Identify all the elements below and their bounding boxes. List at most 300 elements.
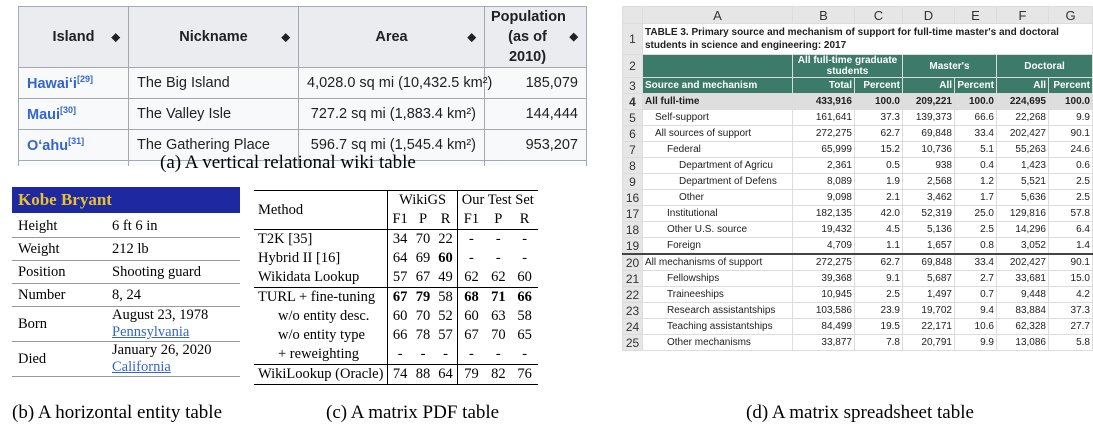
sheet-subheader[interactable]: Percent bbox=[955, 78, 997, 94]
pdf-subheader: F1 bbox=[388, 210, 412, 230]
row-number[interactable]: 1 bbox=[623, 24, 643, 55]
pdf-value-cell bbox=[511, 365, 537, 385]
sheet-value-cell[interactable]: 2.5 bbox=[1049, 190, 1093, 206]
sheet-value-cell[interactable]: 1.7 bbox=[955, 190, 997, 206]
sheet-value-cell[interactable]: 37.3 bbox=[855, 110, 903, 126]
infobox-value bbox=[106, 238, 240, 261]
sheet-value-cell[interactable]: 22,171 bbox=[903, 319, 955, 335]
sheet-value-cell[interactable]: 20,791 bbox=[903, 335, 955, 351]
pdf-value: 60 bbox=[392, 308, 408, 324]
pdf-value-cell bbox=[388, 288, 412, 308]
nickname-cell: The Gathering Place bbox=[129, 130, 299, 161]
sheet-value-cell[interactable]: 1.2 bbox=[955, 174, 997, 190]
sheet-value-cell[interactable]: 5,687 bbox=[903, 271, 955, 287]
pdf-method-cell: + reweighting bbox=[278, 346, 360, 362]
pdf-value: 70 bbox=[415, 308, 431, 324]
pdf-method-cell: Wikidata Lookup bbox=[258, 269, 360, 285]
sheet-label-cell[interactable]: Department of Agricu bbox=[643, 158, 793, 174]
pdf-value-cell bbox=[434, 307, 457, 326]
pdf-method-header: Method bbox=[254, 191, 388, 230]
table-row bbox=[19, 99, 587, 130]
population-cell: 953,207 bbox=[485, 130, 587, 161]
sheet-label-cell[interactable]: Other bbox=[643, 190, 793, 206]
row-number[interactable]: 25 bbox=[623, 335, 643, 351]
pdf-subheader: R bbox=[519, 211, 530, 227]
pdf-value: 67 bbox=[392, 289, 408, 305]
sheet-value-cell[interactable]: 1.1 bbox=[855, 238, 903, 255]
sheet-row bbox=[623, 319, 1093, 335]
sheet-value-cell[interactable]: 103,586 bbox=[793, 303, 855, 319]
infobox-value-text: Shooting guard bbox=[112, 263, 202, 280]
sheet-label-cell[interactable]: Research assistantships bbox=[643, 303, 793, 319]
pdf-value: 67 bbox=[415, 269, 431, 285]
sheet-value-cell[interactable]: 0.4 bbox=[955, 158, 997, 174]
infobox-row bbox=[12, 342, 240, 377]
pdf-value-cell bbox=[434, 365, 457, 385]
area-cell: 596.7 sq mi (1,545.4 km²) bbox=[299, 130, 485, 161]
sheet-value-cell[interactable]: 5,136 bbox=[903, 222, 955, 238]
sheet-value-cell[interactable]: 202,427 bbox=[997, 126, 1049, 142]
sheet-label-cell[interactable]: Other U.S. source bbox=[643, 222, 793, 238]
pdf-value: 69 bbox=[415, 250, 431, 266]
sheet-value-cell[interactable]: 33,877 bbox=[793, 335, 855, 351]
sheet-label-cell[interactable]: Foreign bbox=[643, 238, 793, 255]
sheet-value-cell[interactable]: 1.4 bbox=[1049, 238, 1093, 255]
pdf-value: 64 bbox=[392, 250, 408, 266]
pdf-value-cell bbox=[388, 268, 412, 288]
pdf-value-cell bbox=[434, 326, 457, 345]
sheet-value-cell[interactable]: 15.0 bbox=[1049, 271, 1093, 287]
row-number[interactable]: 4 bbox=[623, 94, 643, 110]
row-number[interactable]: 24 bbox=[623, 319, 643, 335]
pdf-value: 58 bbox=[438, 289, 453, 305]
sheet-value-cell[interactable]: 65,999 bbox=[793, 142, 855, 158]
sheet-value-cell[interactable]: 224,695 bbox=[997, 94, 1049, 110]
infobox-value-text: 8, 24 bbox=[112, 286, 141, 303]
sheet-label-cell[interactable]: All sources of support bbox=[643, 126, 793, 142]
sheet-value-cell[interactable]: 69,848 bbox=[903, 126, 955, 142]
pdf-value-cell bbox=[511, 249, 537, 268]
wiki-header-area[interactable]: Area ◆ bbox=[299, 7, 485, 68]
island-name[interactable]: Oʻahu bbox=[27, 137, 69, 154]
sheet-value-cell[interactable]: 9.1 bbox=[855, 271, 903, 287]
sheet-value-cell[interactable]: 42.0 bbox=[855, 206, 903, 222]
sheet-value-cell[interactable]: 14,296 bbox=[997, 222, 1049, 238]
infobox-key: Position bbox=[18, 263, 66, 280]
sheet-value-cell[interactable]: 6.4 bbox=[1049, 222, 1093, 238]
row-number[interactable]: 19 bbox=[623, 238, 643, 255]
pdf-row bbox=[254, 326, 538, 345]
wiki-header-row bbox=[19, 7, 587, 68]
row-number[interactable]: 2 bbox=[623, 55, 643, 78]
pdf-value: 64 bbox=[438, 366, 453, 382]
column-header[interactable]: E bbox=[955, 7, 997, 24]
pdf-value-cell bbox=[434, 288, 457, 308]
pdf-value-cell bbox=[511, 230, 537, 250]
row-number[interactable]: 17 bbox=[623, 206, 643, 222]
row-number[interactable]: 18 bbox=[623, 222, 643, 238]
pdf-value-cell bbox=[485, 345, 511, 365]
sheet-label-cell[interactable]: Fellowships bbox=[643, 271, 793, 287]
sheet-value-cell[interactable]: 2.1 bbox=[855, 190, 903, 206]
sort-icon[interactable]: ◆ bbox=[281, 31, 290, 44]
sheet-value-cell[interactable]: 1,423 bbox=[997, 158, 1049, 174]
pdf-value-cell bbox=[434, 345, 457, 365]
row-number[interactable]: 16 bbox=[623, 190, 643, 206]
island-link[interactable] bbox=[19, 99, 129, 130]
pdf-value-cell bbox=[412, 307, 435, 326]
sheet-subheader[interactable]: Percent bbox=[1049, 78, 1093, 94]
infobox-value-text: January 26, 2020 bbox=[112, 342, 212, 358]
pdf-value-cell bbox=[412, 345, 435, 365]
island-link[interactable] bbox=[19, 68, 129, 99]
sheet-value-cell[interactable]: 90.1 bbox=[1049, 126, 1093, 142]
sheet-value-cell[interactable]: 33.4 bbox=[955, 126, 997, 142]
pdf-value-cell bbox=[434, 268, 457, 288]
column-header[interactable]: B bbox=[793, 7, 855, 24]
sheet-value-cell[interactable]: 161,641 bbox=[793, 110, 855, 126]
sheet-value-cell[interactable]: 3,052 bbox=[997, 238, 1049, 255]
sheet-row bbox=[623, 142, 1093, 158]
sheet-label-cell[interactable]: Teaching assistantships bbox=[643, 319, 793, 335]
caption-b: (b) A horizontal entity table bbox=[12, 402, 223, 423]
row-number[interactable]: 6 bbox=[623, 126, 643, 142]
column-header[interactable]: C bbox=[855, 7, 903, 24]
sheet-value-cell[interactable]: 0.6 bbox=[1049, 158, 1093, 174]
wiki-header-island[interactable]: Island ◆ bbox=[19, 7, 129, 68]
caption-d: (d) A matrix spreadsheet table bbox=[746, 402, 974, 423]
sheet-row bbox=[623, 222, 1093, 238]
infobox-title: Kobe Bryant bbox=[12, 187, 240, 213]
sheet-label-cell[interactable]: Traineeships bbox=[643, 287, 793, 303]
infobox-value-text: 6 ft 6 in bbox=[112, 217, 158, 234]
pdf-subheader: F1 bbox=[457, 210, 485, 230]
sheet-value-cell[interactable]: 1,657 bbox=[903, 238, 955, 255]
sheet-value-cell[interactable]: 3,462 bbox=[903, 190, 955, 206]
row-number[interactable]: 5 bbox=[623, 110, 643, 126]
sheet-value-cell[interactable]: 2,568 bbox=[903, 174, 955, 190]
pdf-value-cell bbox=[457, 345, 485, 365]
sheet-value-cell[interactable]: 0.8 bbox=[955, 238, 997, 255]
citation-ref[interactable]: [30] bbox=[60, 105, 77, 116]
pdf-value-cell bbox=[412, 326, 435, 345]
nickname-cell: The Big Island bbox=[129, 68, 299, 99]
pdf-value: - bbox=[420, 346, 426, 362]
place-link[interactable]: Pennsylvania bbox=[112, 324, 190, 340]
infobox-value bbox=[106, 284, 240, 307]
sheet-value-cell[interactable]: 90.1 bbox=[1049, 254, 1093, 271]
pdf-value: - bbox=[469, 346, 474, 362]
sheet-value-cell[interactable]: 33,681 bbox=[997, 271, 1049, 287]
citation-ref[interactable]: [31] bbox=[68, 136, 85, 147]
pdf-value: 57 bbox=[438, 327, 453, 343]
pdf-value: 65 bbox=[517, 327, 532, 343]
sheet-value-cell[interactable]: 62.7 bbox=[855, 254, 903, 271]
sheet-row bbox=[623, 94, 1093, 110]
sheet-value-cell[interactable]: 272,275 bbox=[793, 126, 855, 142]
sheet-value-cell[interactable]: 52,319 bbox=[903, 206, 955, 222]
column-header[interactable]: G bbox=[1049, 7, 1093, 24]
sheet-row bbox=[623, 206, 1093, 222]
sheet-label-cell[interactable]: Self-support bbox=[643, 110, 793, 126]
sheet-value-cell[interactable]: 4,709 bbox=[793, 238, 855, 255]
pdf-value: 71 bbox=[491, 289, 506, 305]
sort-icon[interactable]: ◆ bbox=[569, 31, 578, 43]
sheet-value-cell[interactable]: 9,098 bbox=[793, 190, 855, 206]
row-number[interactable]: 21 bbox=[623, 271, 643, 287]
sheet-value-cell[interactable]: 13,086 bbox=[997, 335, 1049, 351]
pdf-row bbox=[254, 365, 538, 385]
sheet-value-cell[interactable]: 37.3 bbox=[1049, 303, 1093, 319]
pdf-value: - bbox=[469, 250, 474, 266]
sheet-value-cell[interactable]: 19.5 bbox=[855, 319, 903, 335]
pdf-value: 88 bbox=[415, 366, 431, 382]
pdf-value-cell bbox=[511, 268, 537, 288]
sheet-value-cell[interactable]: 100.0 bbox=[955, 94, 997, 110]
sheet-value-cell[interactable]: 62.7 bbox=[855, 126, 903, 142]
entity-infobox bbox=[12, 187, 240, 377]
sheet-value-cell[interactable]: 15.2 bbox=[855, 142, 903, 158]
pdf-value-cell bbox=[457, 268, 485, 288]
row-number[interactable]: 8 bbox=[623, 158, 643, 174]
pdf-value: 62 bbox=[464, 269, 479, 285]
pdf-value-cell bbox=[511, 345, 537, 365]
infobox-key: Number bbox=[18, 286, 66, 303]
infobox-row bbox=[12, 261, 240, 284]
wiki-table bbox=[18, 6, 587, 166]
pdf-value-cell bbox=[511, 326, 537, 345]
sheet-value-cell[interactable]: 5.1 bbox=[955, 142, 997, 158]
pdf-value-cell bbox=[485, 307, 511, 326]
pdf-value-cell bbox=[485, 249, 511, 268]
sheet-value-cell[interactable]: 10.6 bbox=[955, 319, 997, 335]
sheet-row bbox=[623, 158, 1093, 174]
row-number[interactable]: 20 bbox=[623, 254, 643, 271]
pdf-value-cell bbox=[412, 288, 435, 308]
column-header[interactable]: A bbox=[643, 7, 793, 24]
sheet-group-masters[interactable]: Master's bbox=[903, 55, 997, 78]
sheet-value-cell[interactable]: 19,432 bbox=[793, 222, 855, 238]
sheet-row bbox=[623, 174, 1093, 190]
wiki-header-population[interactable]: Population (as of 2010) ◆ bbox=[485, 7, 587, 68]
sheet-value-cell[interactable]: 66.6 bbox=[955, 110, 997, 126]
sheet-value-cell[interactable]: 100.0 bbox=[1049, 94, 1093, 110]
wiki-header-nickname[interactable]: Nickname ◆ bbox=[129, 7, 299, 68]
infobox-value bbox=[106, 261, 240, 284]
citation-ref[interactable]: [29] bbox=[76, 74, 93, 85]
sheet-value-cell[interactable]: 1.9 bbox=[855, 174, 903, 190]
sheet-group-doctoral[interactable]: Doctoral bbox=[997, 55, 1093, 78]
pdf-method-cell: TURL + fine-tuning bbox=[254, 288, 388, 308]
sort-icon[interactable]: ◆ bbox=[111, 31, 120, 44]
sheet-subheader[interactable]: All bbox=[997, 78, 1049, 94]
sheet-value-cell[interactable]: 83,884 bbox=[997, 303, 1049, 319]
pdf-value: 76 bbox=[517, 366, 532, 382]
pdf-value-cell bbox=[485, 288, 511, 308]
pdf-value: - bbox=[522, 346, 528, 362]
pdf-value-cell bbox=[388, 345, 412, 365]
sheet-value-cell[interactable]: 9.9 bbox=[955, 335, 997, 351]
sheet-value-cell[interactable]: 2.5 bbox=[1049, 174, 1093, 190]
sheet-value-cell[interactable]: 2.5 bbox=[855, 287, 903, 303]
sheet-value-cell[interactable]: 55,263 bbox=[997, 142, 1049, 158]
sheet-value-cell[interactable]: 5,521 bbox=[997, 174, 1049, 190]
island-name[interactable]: Hawaiʻi bbox=[27, 75, 77, 92]
sheet-value-cell[interactable]: 5.8 bbox=[1049, 335, 1093, 351]
row-number[interactable]: 22 bbox=[623, 287, 643, 303]
sheet-value-cell[interactable]: 0.7 bbox=[955, 287, 997, 303]
pdf-value-cell bbox=[457, 230, 485, 250]
pdf-value: - bbox=[495, 250, 501, 266]
row-number[interactable]: 3 bbox=[623, 78, 643, 94]
pdf-value-cell bbox=[388, 365, 412, 385]
sheet-group-all[interactable]: All full-time graduate students bbox=[793, 55, 903, 78]
pdf-value: 70 bbox=[415, 231, 431, 247]
place-link[interactable]: California bbox=[112, 359, 171, 375]
column-header[interactable]: D bbox=[903, 7, 955, 24]
sheet-value-cell[interactable]: 129,816 bbox=[997, 206, 1049, 222]
sheet-label-cell[interactable]: Department of Defens bbox=[643, 174, 793, 190]
pdf-value-cell bbox=[457, 288, 485, 308]
pdf-value-cell bbox=[434, 230, 457, 250]
sheet-value-cell[interactable]: 69,848 bbox=[903, 254, 955, 271]
sheet-subheader[interactable]: Percent bbox=[855, 78, 903, 94]
pdf-value: 68 bbox=[464, 289, 479, 305]
pdf-subheader: R bbox=[440, 211, 451, 227]
sheet-value-cell[interactable]: 7.8 bbox=[855, 335, 903, 351]
sheet-value-cell[interactable]: 938 bbox=[903, 158, 955, 174]
sort-icon[interactable]: ◆ bbox=[467, 31, 476, 44]
sheet-subheader[interactable]: All bbox=[903, 78, 955, 94]
pdf-subheader: P bbox=[494, 211, 503, 227]
sheet-value-cell[interactable]: 5,636 bbox=[997, 190, 1049, 206]
pdf-value-cell bbox=[412, 268, 435, 288]
pdf-value-cell bbox=[412, 230, 435, 250]
pdf-row bbox=[254, 345, 538, 365]
population-cell: 185,079 bbox=[485, 68, 587, 99]
pdf-value: 70 bbox=[491, 327, 506, 343]
sheet-row bbox=[623, 254, 1093, 271]
sheet-value-cell[interactable]: 272,275 bbox=[793, 254, 855, 271]
infobox-row bbox=[12, 284, 240, 307]
pdf-value: 66 bbox=[392, 327, 408, 343]
sheet-value-cell[interactable]: 24.6 bbox=[1049, 142, 1093, 158]
pdf-value: 34 bbox=[392, 231, 408, 247]
pdf-value: - bbox=[495, 346, 501, 362]
pdf-value: 62 bbox=[491, 269, 506, 285]
sheet-value-cell[interactable]: 100.0 bbox=[855, 94, 903, 110]
pdf-value-cell bbox=[457, 307, 485, 326]
row-number[interactable]: 23 bbox=[623, 303, 643, 319]
sheet-label-cell[interactable]: Federal bbox=[643, 142, 793, 158]
sheet-label-cell[interactable]: Other mechanisms bbox=[643, 335, 793, 351]
sheet-value-cell[interactable]: 4.5 bbox=[855, 222, 903, 238]
sheet-value-cell[interactable]: 62,328 bbox=[997, 319, 1049, 335]
sheet-label-cell[interactable]: All full-time bbox=[643, 94, 793, 110]
pdf-value: 66 bbox=[517, 289, 532, 305]
sheet-value-cell[interactable]: 57.8 bbox=[1049, 206, 1093, 222]
pdf-method-cell: w/o entity type bbox=[278, 327, 365, 343]
sheet-value-cell[interactable]: 8,089 bbox=[793, 174, 855, 190]
sheet-value-cell[interactable]: 433,916 bbox=[793, 94, 855, 110]
sheet-value-cell[interactable]: 22,268 bbox=[997, 110, 1049, 126]
sheet-value-cell[interactable]: 139,373 bbox=[903, 110, 955, 126]
row-number[interactable]: 9 bbox=[623, 174, 643, 190]
sheet-label-cell[interactable]: Institutional bbox=[643, 206, 793, 222]
pdf-method-cell: w/o entity desc. bbox=[278, 308, 370, 324]
spreadsheet bbox=[622, 6, 1090, 392]
sheet-value-cell[interactable]: 23.9 bbox=[855, 303, 903, 319]
row-number[interactable]: 7 bbox=[623, 142, 643, 158]
sheet-row bbox=[623, 335, 1093, 351]
sheet-value-cell[interactable]: 27.7 bbox=[1049, 319, 1093, 335]
island-link[interactable] bbox=[19, 130, 129, 161]
sheet-value-cell[interactable]: 9.9 bbox=[1049, 110, 1093, 126]
column-header[interactable] bbox=[623, 7, 643, 24]
table-row bbox=[19, 68, 587, 99]
population-cell: 144,444 bbox=[485, 99, 587, 130]
infobox-key: Died bbox=[18, 350, 47, 367]
pdf-value-cell bbox=[388, 230, 412, 250]
sheet-title[interactable]: TABLE 3. Primary source and mechanism of support for full-time master's and doctoral students in science and engineering: 2017 bbox=[643, 24, 1093, 55]
sheet-value-cell[interactable]: 84,499 bbox=[793, 319, 855, 335]
pdf-value: 60 bbox=[438, 250, 453, 266]
pdf-subheader: P bbox=[418, 211, 428, 227]
pdf-value: 63 bbox=[491, 308, 506, 324]
sheet-value-cell[interactable]: 10,945 bbox=[793, 287, 855, 303]
sheet-cell[interactable] bbox=[643, 55, 793, 78]
sheet-row bbox=[623, 287, 1093, 303]
sheet-value-cell[interactable]: 25.0 bbox=[955, 206, 997, 222]
sheet-source-header[interactable]: Source and mechanism bbox=[643, 78, 793, 94]
sheet-value-cell[interactable]: 1,497 bbox=[903, 287, 955, 303]
sheet-value-cell[interactable]: 2,361 bbox=[793, 158, 855, 174]
caption-a: (a) A vertical relational wiki table bbox=[160, 152, 416, 173]
sheet-subheader[interactable]: Total bbox=[793, 78, 855, 94]
pdf-matrix-table bbox=[254, 190, 538, 385]
pdf-method-cell: Hybrid II [16] bbox=[258, 250, 341, 266]
sheet-value-cell[interactable]: 9.4 bbox=[955, 303, 997, 319]
sheet-row bbox=[623, 190, 1093, 206]
sheet-value-cell[interactable]: 33.4 bbox=[955, 254, 997, 271]
island-name[interactable]: Maui bbox=[27, 106, 61, 123]
sheet-value-cell[interactable]: 19,702 bbox=[903, 303, 955, 319]
sheet-row bbox=[623, 126, 1093, 142]
pdf-value: 74 bbox=[392, 366, 408, 382]
infobox-value-text: 212 lb bbox=[112, 240, 149, 257]
sheet-value-cell[interactable]: 2.5 bbox=[955, 222, 997, 238]
sheet-value-cell[interactable]: 202,427 bbox=[997, 254, 1049, 271]
sheet-value-cell[interactable]: 4.2 bbox=[1049, 287, 1093, 303]
pdf-value: 82 bbox=[491, 366, 506, 382]
sheet-label-cell[interactable]: All mechanisms of support bbox=[643, 254, 793, 271]
infobox-value bbox=[106, 342, 240, 377]
sheet-value-cell[interactable]: 0.5 bbox=[855, 158, 903, 174]
column-header[interactable]: F bbox=[997, 7, 1049, 24]
pdf-value-cell bbox=[412, 249, 435, 268]
infobox-key: Born bbox=[18, 315, 47, 332]
sheet-value-cell[interactable]: 10,736 bbox=[903, 142, 955, 158]
sheet-value-cell[interactable]: 2.7 bbox=[955, 271, 997, 287]
sheet-value-cell[interactable]: 209,221 bbox=[903, 94, 955, 110]
pdf-value: 79 bbox=[464, 366, 479, 382]
pdf-value-cell bbox=[457, 249, 485, 268]
sheet-value-cell[interactable]: 39,368 bbox=[793, 271, 855, 287]
infobox-key: Height bbox=[18, 217, 58, 234]
sheet-value-cell[interactable]: 182,135 bbox=[793, 206, 855, 222]
pdf-value-cell bbox=[485, 230, 511, 250]
sheet-value-cell[interactable]: 9,448 bbox=[997, 287, 1049, 303]
